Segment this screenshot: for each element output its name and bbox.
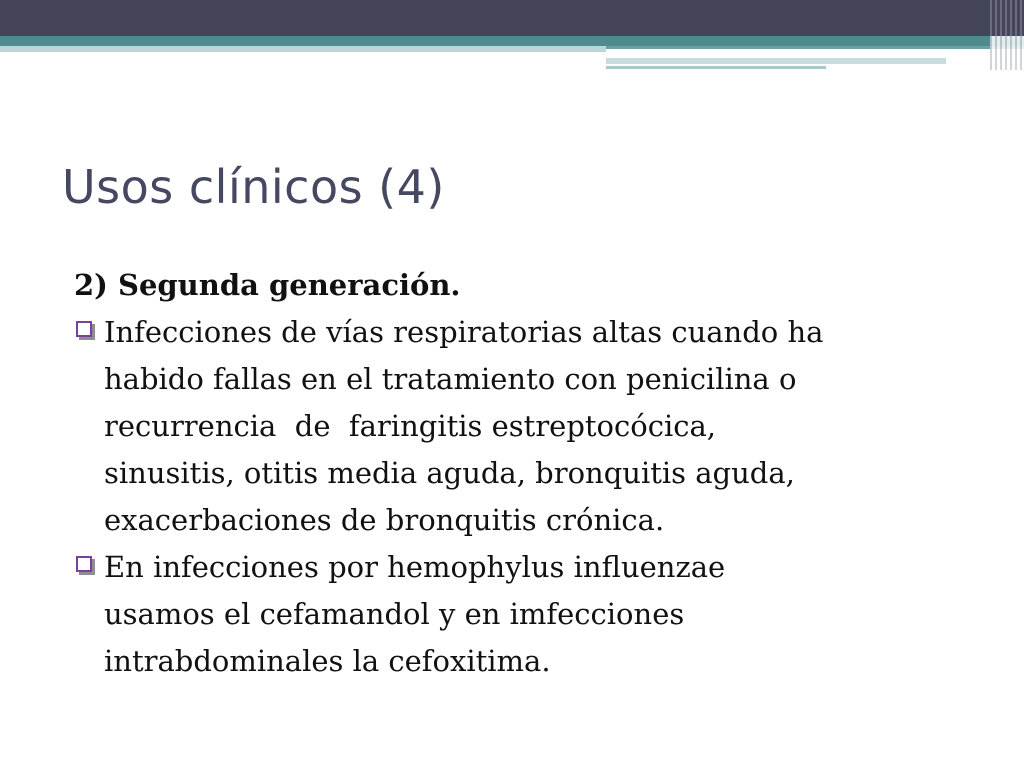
- slide-body: [74, 262, 974, 685]
- header-teal-band: [0, 36, 1024, 46]
- bullet-line: habido fallas en el tratamiento con penicilina o: [104, 362, 797, 396]
- bullet-line: En infecciones por hemophylus influenzae: [104, 550, 726, 584]
- bullet-line: exacerbaciones de bronquitis crónica.: [104, 503, 665, 537]
- checkbox-bullet-icon: [76, 321, 92, 337]
- header-light-band: [0, 46, 610, 52]
- bullet-line: sinusitis, otitis media aguda, bronquitis aguda,: [104, 456, 795, 490]
- slide-title: Usos clínicos (4): [62, 160, 445, 214]
- section-subheading: 2) Segunda generación.: [74, 268, 461, 302]
- header-dark-band: [0, 0, 1024, 36]
- bullet-line: Infecciones de vías respiratorias altas cuando ha: [104, 315, 824, 349]
- header-stripes-dark: [990, 0, 1024, 36]
- bullet-line: recurrencia de faringitis estreptocócica,: [104, 409, 716, 443]
- header-accent-band: [606, 58, 946, 64]
- bullet-item: [74, 544, 974, 685]
- bullet-line: usamos el cefamandol y en imfecciones: [104, 597, 685, 631]
- checkbox-bullet-icon: [76, 556, 92, 572]
- header-accent-thin-band: [606, 66, 826, 69]
- bullet-item: [74, 309, 974, 544]
- bullet-line: intrabdominales la cefoxitima.: [104, 644, 551, 678]
